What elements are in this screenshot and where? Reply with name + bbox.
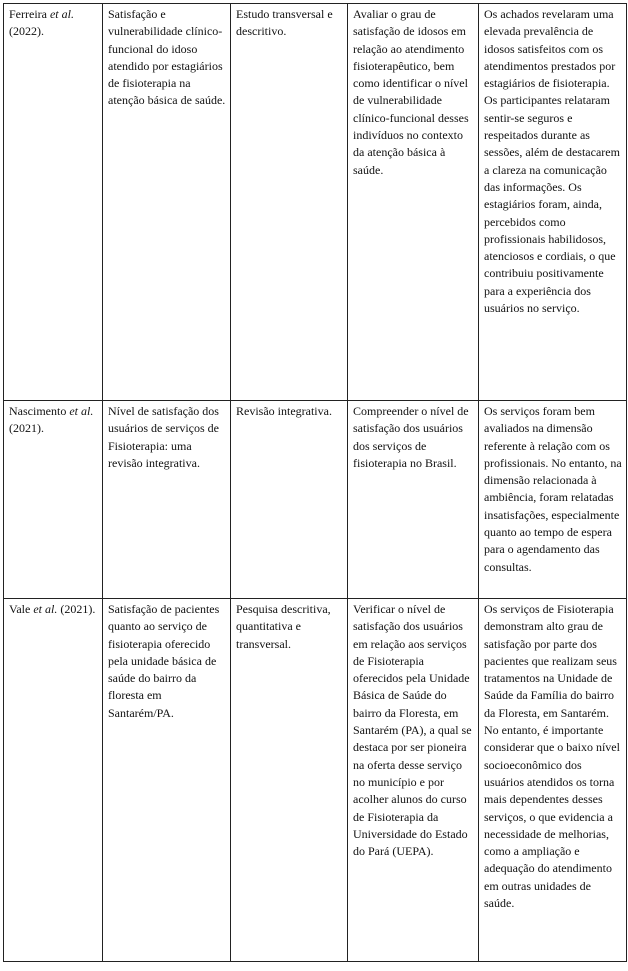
author-year: (2021). xyxy=(57,602,96,616)
title-cell xyxy=(103,4,231,401)
study-title: Satisfação de pacientes quanto ao serviço de fisioterapia oferecido pela unidade básica de saúde do bairro da floresta em Santarém/PA. xyxy=(108,602,220,720)
objective-cell xyxy=(348,4,479,401)
findings-cell xyxy=(479,4,627,401)
objective-cell xyxy=(348,599,479,962)
study-method: Pesquisa descritiva, quantitativa e transversal. xyxy=(236,602,331,651)
study-method: Revisão integrativa. xyxy=(236,404,332,418)
title-cell xyxy=(103,599,231,962)
title-cell xyxy=(103,401,231,599)
method-cell xyxy=(231,4,348,401)
findings-cell xyxy=(479,599,627,962)
author-citation xyxy=(9,403,98,438)
table-row xyxy=(4,401,627,599)
author-year: (2021). xyxy=(9,421,44,436)
author-cell xyxy=(4,4,103,401)
author-citation xyxy=(9,601,98,618)
study-findings: Os achados revelaram uma elevada prevalência de idosos satisfeitos com os atendimentos prestados por estagiários de fisioterapia. Os participantes relataram sentir-se seguros e respeitados durante as sessões, além de destacarem a clareza na comunicação das informações. Os estagiários foram, ainda, percebidos como profissionais habilidosos, atenciosos e cordiais, o que contribuiu positivamente para a experiência dos usuários no serviço. xyxy=(484,7,620,316)
author-name: Vale xyxy=(9,602,34,616)
study-title: Satisfação e vulnerabilidade clínico-funcional do idoso atendido por estagiários de fisioterapia na atenção básica de saúde. xyxy=(108,7,226,108)
objective-cell xyxy=(348,401,479,599)
study-objective: Compreender o nível de satisfação dos usuários dos serviços de fisioterapia no Brasil. xyxy=(353,404,469,470)
table-row xyxy=(4,4,627,401)
author-name: Nascimento xyxy=(9,404,70,418)
study-method: Estudo transversal e descritivo. xyxy=(236,7,333,39)
author-cell xyxy=(4,599,103,962)
study-objective: Verificar o nível de satisfação dos usuários em relação aos serviços de Fisioterapia oferecidos pela Unidade Básica de Saúde do bairro da Floresta, em Santarém (PA), a qual se destaca por ser pioneira na oferta desse serviço no município e por acolher alunos do curso de Fisioterapia da Universidade do Estado do Pará (UEPA). xyxy=(353,602,472,859)
study-title: Nível de satisfação dos usuários de serviços de Fisioterapia: uma revisão integrativa. xyxy=(108,404,219,470)
author-citation xyxy=(9,6,98,41)
findings-cell xyxy=(479,401,627,599)
author-name: Ferreira xyxy=(9,7,50,21)
author-year: (2022). xyxy=(9,24,44,39)
study-findings: Os serviços foram bem avaliados na dimensão referente à relação com os profissionais. No entanto, na dimensão relacionada à ambiência, foram relatadas insatisfações, especialmente quanto ao tempo de espera para o agendamento das consultas. xyxy=(484,404,622,574)
table-row xyxy=(4,599,627,962)
author-cell xyxy=(4,401,103,599)
method-cell xyxy=(231,401,348,599)
study-findings: Os serviços de Fisioterapia demonstram alto grau de satisfação por parte dos pacientes que realizam seus tratamentos na Unidade de Saúde da Família do bairro da Floresta, em Santarém. No entanto, é importante considerar que o baixo nível socioeconômico dos usuários atendidos os torna mais dependentes desses serviços, o que evidencia a necessidade de melhorias, como a ampliação e adequação do atendimento em outras unidades de saúde. xyxy=(484,602,620,911)
method-cell xyxy=(231,599,348,962)
studies-table xyxy=(3,3,627,962)
author-etal: et al. xyxy=(49,7,74,21)
author-etal: et al. xyxy=(69,404,94,418)
study-objective: Avaliar o grau de satisfação de idosos em relação ao atendimento fisioterapêutico, bem como identificar o nível de vulnerabilidade clínico-funcional desses indivíduos no contexto da atenção básica à saúde. xyxy=(353,7,469,177)
author-etal: et al. xyxy=(33,602,58,616)
